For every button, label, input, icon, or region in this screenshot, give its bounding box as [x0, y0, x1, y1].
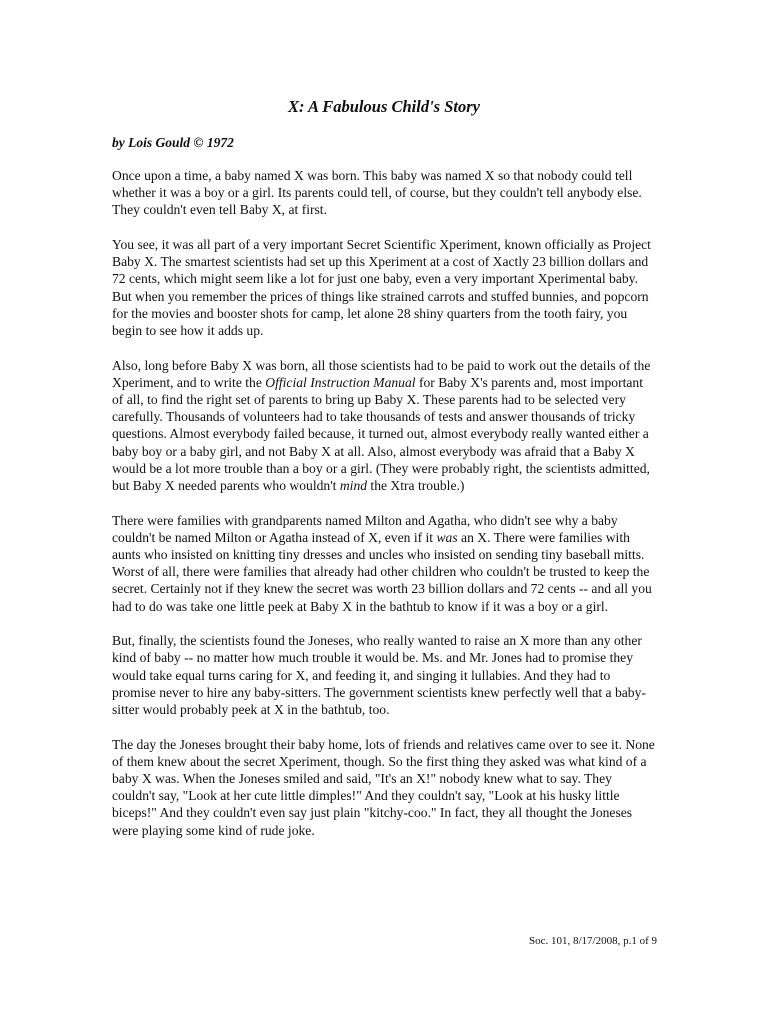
paragraph-3-part-a: Also, long before Baby X was born, all those scientists had to be paid to work out the details of the Xperiment, and to write the	[112, 357, 651, 390]
paragraph-4	[112, 512, 657, 615]
page-footer: Soc. 101, 8/17/2008, p.1 of 9	[528, 935, 657, 947]
paragraph-6: The day the Joneses brought their baby home, lots of friends and relatives came over to see it. None of them knew about the secret Xperiment, though. So the first thing they asked was what kind of a baby X was. When the Joneses smiled and said, "It's an X!" nobody knew what to say. They couldn't say, "Look at her cute little dimples!" And they couldn't say, "Look at his husky little biceps!" And they couldn't even say just plain "kitchy-coo." In fact, they all thought the Joneses were playing some kind of rude joke.	[112, 736, 655, 838]
document-body	[112, 167, 657, 856]
paragraph-5: But, finally, the scientists found the Joneses, who really wanted to raise an X more than any other kind of baby -- no matter how much trouble it would be. Ms. and Mr. Jones had to promise they would take equal turns caring for X, and feeding it, and singing it lullabies. And they had to promise never to hire any baby-sitters. The government scientists knew perfectly well that a baby-sitter would probably peek at X in the bathtub, too.	[112, 633, 646, 718]
paragraph-3	[112, 357, 657, 495]
mind-emphasis: mind	[339, 478, 368, 494]
paragraph-2: You see, it was all part of a very important Secret Scientific Xperiment, known officially as Project Baby X. The smartest scientists had set up this Xperiment at a cost of Xactly 23 billion dollars and 72 cents, which might seem like a lot for just one baby, even a very important Xperimental baby. But when you remember the prices of things like strained carrots and stuffed bunnies, and popcorn for the movies and booster shots for camp, let alone 28 shiny quarters from the tooth fairy, you begin to see how it adds up.	[112, 237, 651, 339]
document-byline: by Lois Gould © 1972	[112, 135, 234, 150]
paragraph-1: Once upon a time, a baby named X was born. This baby was named X so that nobody could tell whether it was a boy or a girl. Its parents could tell, of course, but they couldn't tell anybody else. They couldn't even tell Baby X, at first.	[112, 168, 642, 218]
paragraph-3-part-b: for Baby X's parents and, most important of all, to find the right set of parents to bring up Baby X. These parents had to be selected very carefully. Thousands of volunteers had to take thousands of tests and answer thousands of tricky questions. Almost everybody failed because, it turned out, almost everybody really wanted either a baby boy or a baby girl, and not Baby X at all. Also, almost everybody was afraid that a Baby X would be a lot more trouble than a boy or a girl. (They were probably right, the scientists admitted, but Baby X needed parents who wouldn't	[112, 374, 650, 494]
document-title: X: A Fabulous Child's Story	[288, 97, 480, 116]
was-emphasis: was	[436, 529, 458, 545]
paragraph-4-part-b: an X. There were families with aunts who insisted on knitting tiny dresses and uncles who insisted on sending tiny baseball mitts. Worst of all, there were families that already had other children who couldn't be trusted to keep the secret. Certainly not if they knew the secret was worth 23 billion dollars and 72 cents -- and all you had to do was take one little peek at Baby X in the bathtub to know if it was a boy or a girl.	[112, 529, 652, 614]
paragraph-4-part-a: There were families with grandparents named Milton and Agatha, who didn't see why a baby couldn't be named Milton or Agatha instead of X, even if it	[112, 512, 618, 545]
manual-title-emphasis: Official Instruction Manual	[265, 374, 416, 390]
paragraph-3-part-c: the Xtra trouble.)	[367, 478, 465, 494]
